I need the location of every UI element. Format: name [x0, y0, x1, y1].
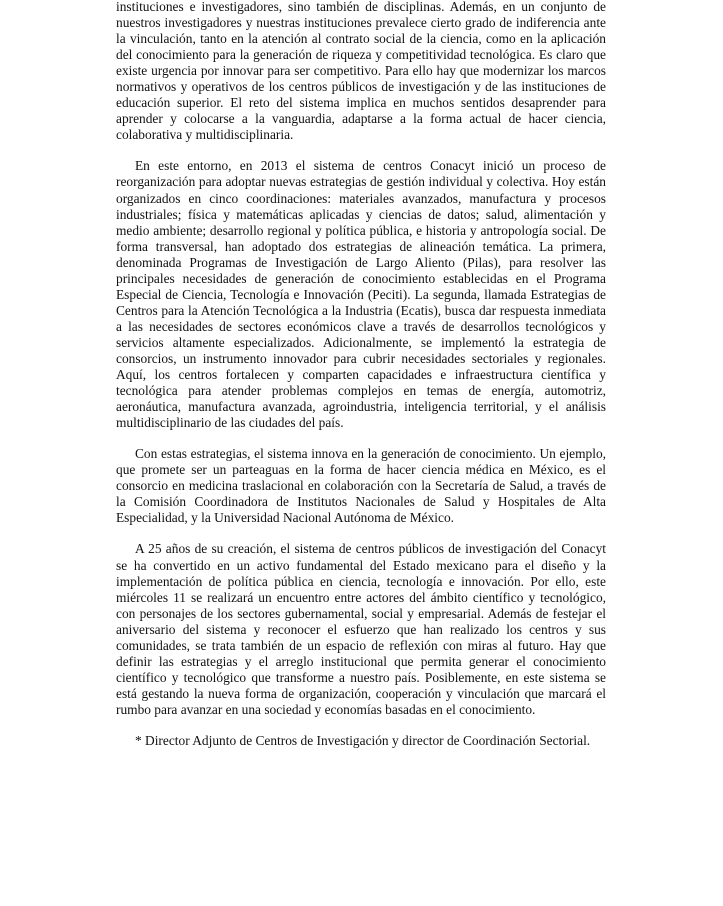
document-page	[116, 0, 606, 749]
paragraph-continuation: instituciones e investigadores, sino también de disciplinas. Además, en un conjunto de nuestros investigadores y nuestras instituciones prevalece cierto grado de indiferencia ante la vinculación, tanto en la atención al contrato social de la ciencia, como en la aplicación del conocimiento para la generación de riqueza y competitividad tecnológica. Es claro que existe urgencia por innovar para ser competitivo. Para ello hay que modernizar los marcos normativos y operativos de los centros públicos de investigación y de las instituciones de educación superior. El reto del sistema implica en muchos sentidos desaprender para aprender y colocarse a la vanguardia, adaptarse a la forma actual de hacer ciencia, colaborativa y multidisciplinaria.	[116, 0, 606, 143]
paragraph-strategies: Con estas estrategias, el sistema innova en la generación de conocimiento. Un ejemplo, que promete ser un parteaguas en la forma de hacer ciencia médica en México, es el consorcio en medicina traslacional en colaboración con la Secretaría de Salud, a través de la Comisión Coordinadora de Institutos Nacionales de Salud y Hospitales de Alta Especialidad, y la Universidad Nacional Autónoma de México.	[116, 446, 606, 526]
paragraph-anniversary: A 25 años de su creación, el sistema de centros públicos de investigación del Conacyt se ha convertido en un activo fundamental del Estado mexicano para el diseño y la implementación de política pública en ciencia, tecnología e innovación. Por ello, este miércoles 11 se realizará un encuentro entre actores del ámbito científico y tecnológico, con personajes de los sectores gubernamental, social y empresarial. Además de festejar el aniversario del sistema y reconocer el esfuerzo que han realizado los centros y sus comunidades, se trata también de un espacio de reflexión con miras al futuro. Hay que definir las estrategias y el arreglo institucional que permita generar el conocimiento científico y tecnológico que transforme a nuestro país. Posiblemente, en este sistema se está gestando la nueva forma de organización, cooperación y vinculación que marcará el rumbo para avanzar en una sociedad y economías basadas en el conocimiento.	[116, 541, 606, 717]
author-footnote: * Director Adjunto de Centros de Investigación y director de Coordinación Sectorial.	[135, 732, 591, 748]
paragraph-reorganization: En este entorno, en 2013 el sistema de centros Conacyt inició un proceso de reorganización para adoptar nuevas estrategias de gestión individual y colectiva. Hoy están organizados en cinco coordinaciones: materiales avanzados, manufactura y procesos industriales; física y matemáticas aplicadas y ciencias de datos; salud, alimentación y medio ambiente; desarrollo regional y política pública, e historia y antropología social. De forma transversal, han adoptado dos estrategias de alineación temática. La primera, denominada Programas de Investigación de Largo Aliento (Pilas), para resolver las principales necesidades de generación de conocimiento establecidas en el Programa Especial de Ciencia, Tecnología e Innovación (Peciti). La segunda, llamada Estrategias de Centros para la Atención Tecnológica a la Industria (Ecatis), busca dar respuesta inmediata a las necesidades de sectores económicos clave a través de desarrollos tecnológicos y servicios altamente especializados. Adicionalmente, se implementó la estrategia de consorcios, un instrumento innovador para cubrir necesidades sectoriales y regionales. Aquí, los centros fortalecen y comparten capacidades e infraestructura científica y tecnológica para atender problemas complejos en temas de energía, automotriz, aeronáutica, manufactura avanzada, agroindustria, inteligencia territorial, y el análisis multidisciplinario de las ciudades del país.	[116, 158, 606, 431]
